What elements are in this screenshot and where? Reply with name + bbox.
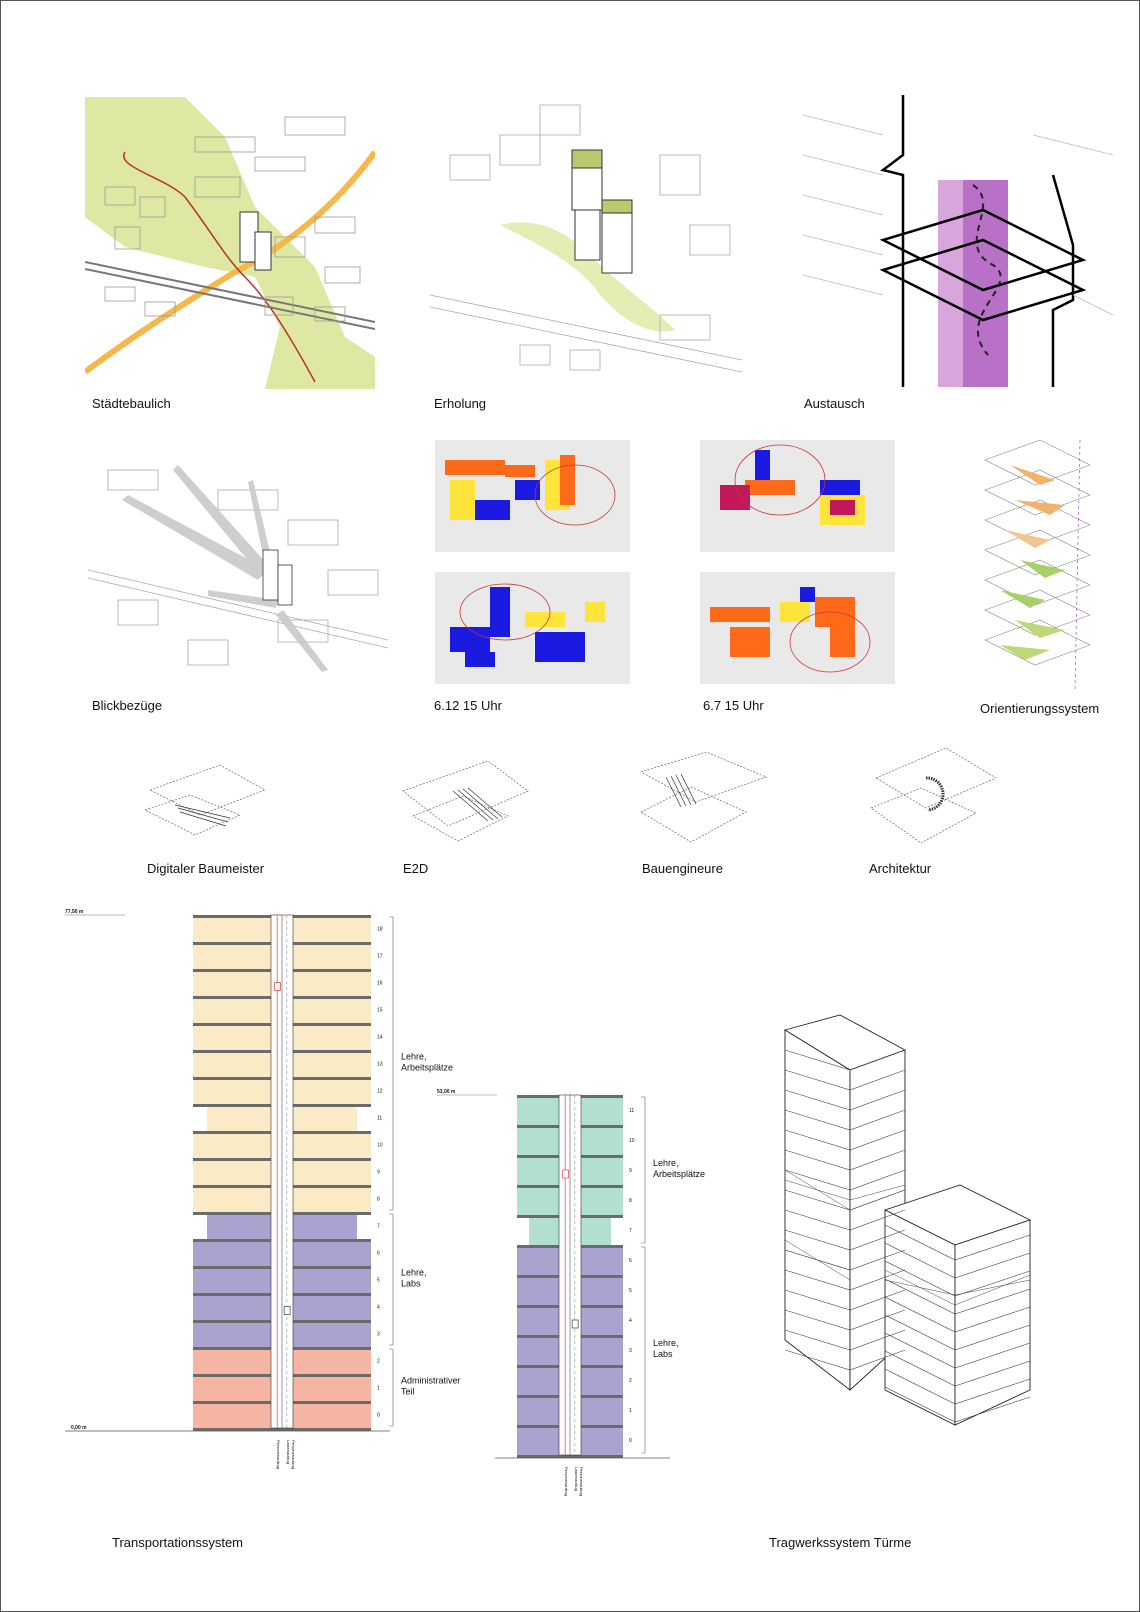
- floor-left-8: [193, 1185, 271, 1212]
- floor-right-10: [293, 1131, 371, 1158]
- floor-right-7: [293, 1212, 357, 1239]
- floor-number-18: 18: [377, 926, 383, 933]
- exchange-diagram: [803, 95, 1113, 387]
- floor-right-5: [293, 1266, 371, 1293]
- floor-number-5: 5: [377, 1277, 380, 1284]
- floor-right-2: [581, 1365, 623, 1395]
- view-relations-diagram: [88, 450, 388, 690]
- zone-label-0-1: Arbeitsplätze: [401, 1062, 454, 1073]
- caption-staedtebaulich: Städtebaulich: [92, 396, 171, 411]
- floor-number-0: 0: [377, 1412, 380, 1419]
- floor-left-8: [517, 1185, 559, 1215]
- floor-right-11: [293, 1104, 357, 1131]
- zone-bracket-0: [641, 1097, 645, 1243]
- caption-architektur: Architektur: [869, 861, 932, 876]
- floor-right-14: [293, 1023, 371, 1050]
- floor-number-8: 8: [629, 1198, 632, 1204]
- floor-right-4: [293, 1293, 371, 1320]
- floor-number-8: 8: [377, 1196, 380, 1203]
- floor-number-10: 10: [377, 1142, 383, 1149]
- floor-left-6: [517, 1245, 559, 1275]
- floor-left-4: [517, 1305, 559, 1335]
- floor-left-0: [193, 1401, 271, 1428]
- floor-number-6: 6: [629, 1258, 632, 1264]
- shaft-label-1-1: Personenaufzug: [578, 1467, 584, 1497]
- floor-left-5: [517, 1275, 559, 1305]
- stair-digitaler-baumeister: [140, 760, 272, 844]
- zone-label-0-0: Lehre,: [401, 1051, 427, 1062]
- floor-number-6: 6: [377, 1250, 380, 1257]
- top-level-label: 77,50 m: [65, 909, 84, 915]
- floor-left-11: [517, 1095, 559, 1125]
- urban-context-diagram: [85, 97, 375, 389]
- floor-left-10: [193, 1131, 271, 1158]
- floor-left-7: [207, 1212, 271, 1239]
- floor-left-13: [193, 1050, 271, 1077]
- zone-label-0-1: Arbeitsplätze: [653, 1169, 706, 1179]
- floor-number-3: 3: [377, 1331, 380, 1338]
- floor-right-18: [293, 915, 371, 942]
- caption-shadow-2: 6.7 15 Uhr: [703, 698, 764, 713]
- floor-right-9: [581, 1155, 623, 1185]
- caption-austausch: Austausch: [804, 396, 865, 411]
- floor-right-9: [293, 1158, 371, 1185]
- zone-label-1-1: Labs: [401, 1278, 421, 1289]
- zone-label-1-0: Lehre,: [401, 1267, 427, 1278]
- floor-left-6: [193, 1239, 271, 1266]
- stair-architektur: [866, 748, 1000, 844]
- shaft-label-1-0: Lastenaufzug: [285, 1440, 291, 1465]
- floor-right-2: [293, 1347, 371, 1374]
- structure-towers-diagram: [780, 1010, 1050, 1430]
- floor-number-5: 5: [629, 1288, 632, 1294]
- shaft-label-1-0: Lastenaufzug: [573, 1467, 579, 1492]
- floor-number-9: 9: [377, 1169, 380, 1176]
- floor-right-0: [581, 1425, 623, 1455]
- stair-bauengineure: [636, 752, 770, 844]
- caption-shadow-1: 6.12 15 Uhr: [434, 698, 502, 713]
- floor-number-9: 9: [629, 1168, 632, 1174]
- floor-number-13: 13: [377, 1061, 383, 1068]
- floor-left-2: [517, 1365, 559, 1395]
- floor-left-1: [517, 1395, 559, 1425]
- elevator-cabin-1: [275, 983, 281, 991]
- top-level-label: 53,00 m: [437, 1089, 456, 1095]
- floor-right-16: [293, 969, 371, 996]
- floor-left-5: [193, 1266, 271, 1293]
- zone-label-1-0: Lehre,: [653, 1338, 679, 1348]
- floor-left-4: [193, 1293, 271, 1320]
- floor-number-0: 0: [629, 1438, 632, 1444]
- caption-erholung: Erholung: [434, 396, 487, 411]
- floor-left-17: [193, 942, 271, 969]
- caption-transport: Transportationssystem: [112, 1535, 244, 1550]
- floor-right-17: [293, 942, 371, 969]
- zone-bracket-1: [389, 1214, 393, 1345]
- floor-left-16: [193, 969, 271, 996]
- shadow-study-2b: [700, 572, 895, 684]
- shaft-label-0-0: Personenaufzug: [564, 1467, 570, 1497]
- floor-number-16: 16: [377, 980, 383, 987]
- floor-right-15: [293, 996, 371, 1023]
- floor-number-14: 14: [377, 1034, 383, 1041]
- floor-right-8: [581, 1185, 623, 1215]
- floor-number-2: 2: [377, 1358, 380, 1365]
- base-level-label: 0,00 m: [71, 1425, 87, 1431]
- floor-right-3: [293, 1320, 371, 1347]
- floor-left-14: [193, 1023, 271, 1050]
- floor-number-17: 17: [377, 953, 383, 960]
- shadow-study-2a: [700, 440, 895, 552]
- floor-right-10: [581, 1125, 623, 1155]
- floor-number-1: 1: [629, 1408, 632, 1414]
- shadow-study-1a: [435, 440, 630, 552]
- recreation-diagram: [430, 95, 742, 385]
- floor-left-3: [517, 1335, 559, 1365]
- zone-label-2-1: Teil: [401, 1386, 415, 1397]
- floor-right-1: [293, 1374, 371, 1401]
- floor-number-10: 10: [629, 1138, 635, 1144]
- floor-right-11: [581, 1095, 623, 1125]
- zone-label-0-0: Lehre,: [653, 1158, 679, 1168]
- shaft-label-1-1: Personenaufzug: [290, 1440, 296, 1470]
- caption-digitaler-baumeister: Digitaler Baumeister: [147, 861, 265, 876]
- floor-number-4: 4: [629, 1318, 632, 1324]
- floor-right-7: [581, 1215, 611, 1245]
- floor-number-4: 4: [377, 1304, 380, 1311]
- floor-right-12: [293, 1077, 371, 1104]
- floor-left-9: [517, 1155, 559, 1185]
- section-tower-b: [425, 1085, 725, 1515]
- zone-label-2-0: Administrativer: [401, 1375, 461, 1386]
- floor-number-1: 1: [377, 1385, 380, 1392]
- floor-number-2: 2: [629, 1378, 632, 1384]
- floor-number-11: 11: [629, 1108, 635, 1114]
- floor-left-1: [193, 1374, 271, 1401]
- floor-left-15: [193, 996, 271, 1023]
- elevator-cabin-2: [284, 1307, 290, 1315]
- elevator-cabin-2: [572, 1320, 578, 1328]
- floor-left-10: [517, 1125, 559, 1155]
- floor-number-7: 7: [629, 1228, 632, 1234]
- floor-number-7: 7: [377, 1223, 380, 1230]
- floor-left-12: [193, 1077, 271, 1104]
- floor-left-3: [193, 1320, 271, 1347]
- shaft-label-0-0: Personenaufzug: [276, 1440, 282, 1470]
- floor-right-6: [581, 1245, 623, 1275]
- floor-number-15: 15: [377, 1007, 383, 1014]
- zone-label-1-1: Labs: [653, 1349, 673, 1359]
- elevator-cabin-1: [563, 1170, 569, 1178]
- base-slab: [193, 1428, 371, 1431]
- orientation-system-diagram: [980, 440, 1095, 690]
- floor-left-11: [207, 1104, 271, 1131]
- floor-right-8: [293, 1185, 371, 1212]
- floor-left-7: [529, 1215, 559, 1245]
- floor-left-9: [193, 1158, 271, 1185]
- caption-blickbezuege: Blickbezüge: [92, 698, 163, 713]
- zone-bracket-1: [641, 1247, 645, 1453]
- caption-orientierung: Orientierungssystem: [980, 701, 1100, 716]
- floor-left-0: [517, 1425, 559, 1455]
- floor-right-1: [581, 1395, 623, 1425]
- floor-left-18: [193, 915, 271, 942]
- floor-number-12: 12: [377, 1088, 383, 1095]
- caption-tragwerk: Tragwerkssystem Türme: [769, 1535, 912, 1550]
- floor-right-5: [581, 1275, 623, 1305]
- floor-right-6: [293, 1239, 371, 1266]
- floor-number-3: 3: [629, 1348, 632, 1354]
- section-tower-a: [60, 905, 480, 1485]
- zone-bracket-2: [389, 1349, 393, 1426]
- floor-right-13: [293, 1050, 371, 1077]
- floor-right-4: [581, 1305, 623, 1335]
- stair-e2d: [398, 756, 530, 844]
- shadow-study-1b: [435, 572, 630, 684]
- caption-bauengineure: Bauengineure: [642, 861, 723, 876]
- floor-left-2: [193, 1347, 271, 1374]
- zone-bracket-0: [389, 917, 393, 1210]
- caption-e2d: E2D: [403, 861, 429, 876]
- base-slab: [517, 1455, 623, 1458]
- floor-right-0: [293, 1401, 371, 1428]
- floor-right-3: [581, 1335, 623, 1365]
- floor-number-11: 11: [377, 1115, 383, 1122]
